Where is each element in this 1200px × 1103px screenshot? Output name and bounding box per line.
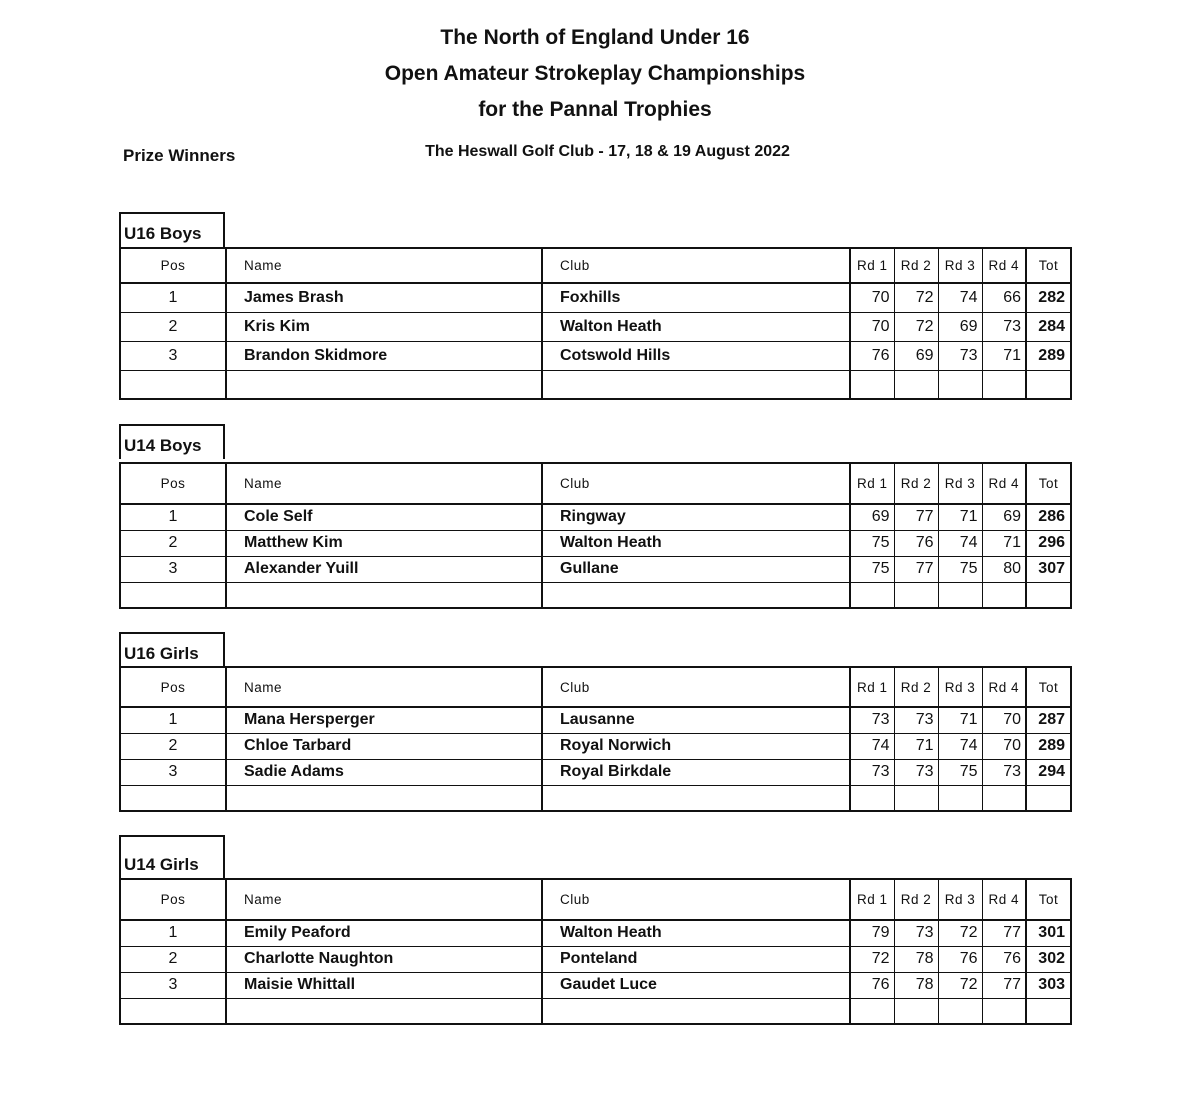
col-rd2: Rd 2 (894, 248, 938, 283)
pos-cell: 3 (120, 556, 226, 582)
rd2-cell: 69 (894, 341, 938, 370)
results-table (119, 247, 1072, 400)
name-cell: Matthew Kim (226, 530, 542, 556)
rd4-cell: 77 (982, 972, 1026, 998)
rd3-cell: 74 (938, 283, 982, 312)
col-pos: Pos (120, 667, 226, 707)
category-label: U16 Girls (119, 632, 225, 667)
category-label: U14 Boys (119, 424, 225, 459)
pos-cell: 1 (120, 283, 226, 312)
table-row (120, 920, 1071, 946)
col-rd4: Rd 4 (982, 248, 1026, 283)
pos-cell: 1 (120, 920, 226, 946)
results-table (119, 666, 1072, 812)
table-row (120, 733, 1071, 759)
rd3-cell: 74 (938, 733, 982, 759)
table-row (120, 946, 1071, 972)
category-label: U14 Girls (119, 835, 225, 879)
pos-cell: 3 (120, 341, 226, 370)
club-cell: Ponteland (542, 946, 850, 972)
rd4-cell: 70 (982, 733, 1026, 759)
col-rd2: Rd 2 (894, 463, 938, 504)
rd1-cell: 75 (850, 530, 894, 556)
table-header (120, 463, 1071, 504)
rd4-cell: 73 (982, 759, 1026, 785)
col-pos: Pos (120, 463, 226, 504)
empty-row (120, 370, 1071, 399)
col-rd2: Rd 2 (894, 667, 938, 707)
rd3-cell: 76 (938, 946, 982, 972)
rd3-cell: 73 (938, 341, 982, 370)
results-table (119, 462, 1072, 609)
club-cell: Lausanne (542, 707, 850, 733)
col-rd4: Rd 4 (982, 463, 1026, 504)
rd1-cell: 70 (850, 312, 894, 341)
rd2-cell: 77 (894, 504, 938, 530)
rd4-cell: 69 (982, 504, 1026, 530)
rd4-cell: 76 (982, 946, 1026, 972)
rd4-cell: 70 (982, 707, 1026, 733)
empty-row (120, 998, 1071, 1024)
prize-winners-label: Prize Winners (123, 146, 236, 165)
rd4-cell: 80 (982, 556, 1026, 582)
col-rd1: Rd 1 (850, 667, 894, 707)
rd1-cell: 76 (850, 341, 894, 370)
empty-row (120, 785, 1071, 811)
table-row (120, 504, 1071, 530)
rd1-cell: 79 (850, 920, 894, 946)
name-cell: Charlotte Naughton (226, 946, 542, 972)
rd3-cell: 69 (938, 312, 982, 341)
pos-cell: 2 (120, 946, 226, 972)
name-cell: Chloe Tarbard (226, 733, 542, 759)
pos-cell: 3 (120, 759, 226, 785)
tot-cell: 302 (1026, 946, 1071, 972)
tot-cell: 303 (1026, 972, 1071, 998)
name-cell: Maisie Whittall (226, 972, 542, 998)
col-tot: Tot (1026, 879, 1071, 920)
rd3-cell: 72 (938, 920, 982, 946)
rd1-cell: 73 (850, 707, 894, 733)
title-line-3: for the Pannal Trophies (478, 98, 712, 121)
club-cell: Ringway (542, 504, 850, 530)
col-rd1: Rd 1 (850, 248, 894, 283)
rd1-cell: 74 (850, 733, 894, 759)
club-cell: Walton Heath (542, 920, 850, 946)
tot-cell: 301 (1026, 920, 1071, 946)
pos-cell: 1 (120, 707, 226, 733)
rd1-cell: 73 (850, 759, 894, 785)
name-cell: Alexander Yuill (226, 556, 542, 582)
rd2-cell: 77 (894, 556, 938, 582)
col-name: Name (226, 879, 542, 920)
table-row (120, 759, 1071, 785)
rd4-cell: 77 (982, 920, 1026, 946)
rd4-cell: 71 (982, 341, 1026, 370)
col-rd3: Rd 3 (938, 667, 982, 707)
venue-date: The Heswall Golf Club - 17, 18 & 19 August 2022 (425, 143, 790, 160)
rd1-cell: 75 (850, 556, 894, 582)
club-cell: Royal Norwich (542, 733, 850, 759)
col-rd4: Rd 4 (982, 879, 1026, 920)
name-cell: Sadie Adams (226, 759, 542, 785)
rd2-cell: 71 (894, 733, 938, 759)
col-club: Club (542, 248, 850, 283)
table-row (120, 707, 1071, 733)
table-row (120, 341, 1071, 370)
col-tot: Tot (1026, 667, 1071, 707)
club-cell: Gullane (542, 556, 850, 582)
club-cell: Walton Heath (542, 530, 850, 556)
pos-cell: 1 (120, 504, 226, 530)
rd3-cell: 71 (938, 504, 982, 530)
rd3-cell: 72 (938, 972, 982, 998)
title-line-2: Open Amateur Strokeplay Championships (384, 62, 806, 85)
table-header (120, 248, 1071, 283)
table-header (120, 667, 1071, 707)
rd2-cell: 73 (894, 707, 938, 733)
col-rd3: Rd 3 (938, 879, 982, 920)
table-row (120, 312, 1071, 341)
col-name: Name (226, 667, 542, 707)
table-row (120, 972, 1071, 998)
club-cell: Gaudet Luce (542, 972, 850, 998)
club-cell: Walton Heath (542, 312, 850, 341)
col-rd3: Rd 3 (938, 463, 982, 504)
rd1-cell: 69 (850, 504, 894, 530)
pos-cell: 2 (120, 733, 226, 759)
col-rd4: Rd 4 (982, 667, 1026, 707)
rd4-cell: 71 (982, 530, 1026, 556)
col-tot: Tot (1026, 463, 1071, 504)
col-name: Name (226, 248, 542, 283)
pos-cell: 2 (120, 530, 226, 556)
tot-cell: 289 (1026, 341, 1071, 370)
name-cell: Mana Hersperger (226, 707, 542, 733)
name-cell: Kris Kim (226, 312, 542, 341)
tot-cell: 286 (1026, 504, 1071, 530)
col-pos: Pos (120, 879, 226, 920)
rd4-cell: 73 (982, 312, 1026, 341)
rd3-cell: 71 (938, 707, 982, 733)
col-tot: Tot (1026, 248, 1071, 283)
rd2-cell: 73 (894, 920, 938, 946)
rd2-cell: 78 (894, 946, 938, 972)
rd2-cell: 72 (894, 312, 938, 341)
tot-cell: 282 (1026, 283, 1071, 312)
col-name: Name (226, 463, 542, 504)
rd3-cell: 75 (938, 556, 982, 582)
rd1-cell: 76 (850, 972, 894, 998)
table-row (120, 530, 1071, 556)
col-rd1: Rd 1 (850, 879, 894, 920)
rd3-cell: 74 (938, 530, 982, 556)
name-cell: Emily Peaford (226, 920, 542, 946)
pos-cell: 2 (120, 312, 226, 341)
tot-cell: 289 (1026, 733, 1071, 759)
rd1-cell: 72 (850, 946, 894, 972)
title-line-1: The North of England Under 16 (440, 26, 750, 49)
results-table (119, 878, 1072, 1025)
col-rd1: Rd 1 (850, 463, 894, 504)
tot-cell: 296 (1026, 530, 1071, 556)
club-cell: Cotswold Hills (542, 341, 850, 370)
name-cell: Cole Self (226, 504, 542, 530)
tot-cell: 284 (1026, 312, 1071, 341)
table-row (120, 556, 1071, 582)
tot-cell: 307 (1026, 556, 1071, 582)
rd1-cell: 70 (850, 283, 894, 312)
club-cell: Royal Birkdale (542, 759, 850, 785)
rd2-cell: 78 (894, 972, 938, 998)
col-club: Club (542, 463, 850, 504)
club-cell: Foxhills (542, 283, 850, 312)
category-label: U16 Boys (119, 212, 225, 247)
col-club: Club (542, 879, 850, 920)
rd4-cell: 66 (982, 283, 1026, 312)
rd2-cell: 76 (894, 530, 938, 556)
col-club: Club (542, 667, 850, 707)
col-rd3: Rd 3 (938, 248, 982, 283)
name-cell: James Brash (226, 283, 542, 312)
empty-row (120, 582, 1071, 608)
table-header (120, 879, 1071, 920)
tot-cell: 294 (1026, 759, 1071, 785)
rd2-cell: 72 (894, 283, 938, 312)
rd2-cell: 73 (894, 759, 938, 785)
tot-cell: 287 (1026, 707, 1071, 733)
pos-cell: 3 (120, 972, 226, 998)
col-rd2: Rd 2 (894, 879, 938, 920)
table-row (120, 283, 1071, 312)
col-pos: Pos (120, 248, 226, 283)
name-cell: Brandon Skidmore (226, 341, 542, 370)
rd3-cell: 75 (938, 759, 982, 785)
